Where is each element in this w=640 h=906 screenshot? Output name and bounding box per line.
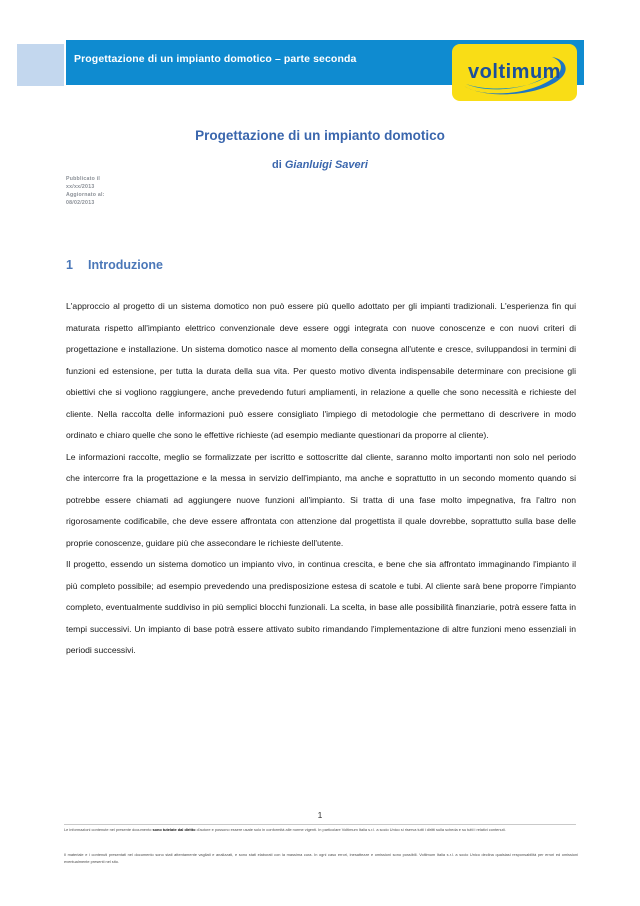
- published-label: Pubblicato il: [66, 176, 101, 182]
- section-title: Introduzione: [88, 258, 163, 272]
- logo-wordmark: voltimum: [468, 61, 561, 83]
- body-paragraph-2: Le informazioni raccolte, meglio se formalizzate per iscritto e sottoscritte dal cliente, saranno molto importanti non solo nel periodo che intercorre fra la progettazione e la messa in servizio dell'impianto, ma anche e soprattutto in un secondo momento quando si potrebbe essere chiamati ad aggiungere nuove funzioni all'impianto. Si tratta di una fase molto impegnativa, fra l'altro non rigorosamente codificabile, che deve essere affrontata con attenzione dal progettista il quale dovrebbe, soprattutto sulla base delle proprie conoscenze, guidare più che assecondare le richieste dell'utente.: [66, 451, 576, 548]
- document-body: [66, 296, 576, 662]
- body-paragraph-3: Il progetto, essendo un sistema domotico un impianto vivo, in continua crescita, e bene che sia affrontato immaginando l'impianto il più completo possibile; ad esempio prevedendo una predisposizione estesa di scatole e tubi. Al cliente sarà bene proporre l'impianto completo, eventualmente suddiviso in più semplici blocchi funzionali. La scelta, in base alle possibilità finanziarie, potrà essere fatta in tempi successivi. Un impianto di base potrà essere attivato subito rimandando l'implementazione di altre funzioni meno essenziali in periodi successivi.: [66, 559, 576, 655]
- updated-label: Aggiornato al:: [66, 192, 105, 199]
- header-banner-title: Progettazione di un impianto domotico – parte seconda: [74, 53, 357, 65]
- footer-disclaimer-note: Il materiale e i contenuti presentati nel documento sono stati attentamente vagliati e analizzati, e sono stati elaborati con la massima cura. In ogni caso errori, inesattezze e omissioni sono possibili. Voltimum Italia s.r.l. a socio Unico declina qualsiasi responsabilità per errori ed omissioni eventualmente presenti nel sito.: [64, 852, 578, 864]
- footer-divider: [64, 824, 576, 825]
- section-heading-introduzione: [66, 258, 163, 272]
- document-author: [0, 159, 640, 171]
- voltimum-logo: [452, 44, 577, 101]
- footer-copyright-note: [64, 827, 578, 834]
- published-date: xx/xx/2013: [66, 184, 95, 191]
- publication-meta: [66, 175, 105, 207]
- page-title: Progettazione di un impianto domotico: [195, 128, 445, 143]
- header-accent-square: [17, 44, 64, 86]
- author-prefix: di: [272, 159, 285, 171]
- footer-note-1-emphasis: sono tutelate dal diritto: [152, 827, 196, 832]
- author-name: Gianluigi Saveri: [284, 159, 368, 171]
- body-paragraph-1: L'approccio al progetto di un sistema domotico non può essere più quello adottato per gli impianti tradizionali. L'esperienza fin qui maturata rispetto all'impianto elettrico convenzionale deve essere oggi integrata con nuove conoscenze e con nuovi criteri di progettazione e installazione. Un sistema domotico nasce al momento della consegna all'utente e cresce, sviluppandosi in termini di funzioni ed estensione, per tutta la durata della sua vita. Per questo motivo diventa indispensabile determinare con precisione gli obiettivi che si vogliono raggiungere, anche prevedendo futuri ampliamenti, in relazione a quelle che sono necessità e richieste del cliente. Nella raccolta delle informazioni può essere consigliato l'impiego di metodologie che permettano di descrivere in modo ordinato e chiaro quelle che sono le effettive richieste (ad esempio mediante questionari da proporre al cliente).: [66, 301, 576, 440]
- footer-note-1-after: d'autore e possono essere usate solo in conformità alle norme vigenti. In particolare Voltimum Italia s.r.l. a socio Unico si riserva tutti i diritti sulla scheda e su tutti i relativi contenuti.: [195, 827, 506, 832]
- footer-note-1-before: Le informazioni contenute nel presente documento: [64, 827, 153, 832]
- updated-date: 08/02/2013: [66, 200, 95, 207]
- page-number: 1: [317, 810, 323, 820]
- section-number: 1: [66, 258, 73, 272]
